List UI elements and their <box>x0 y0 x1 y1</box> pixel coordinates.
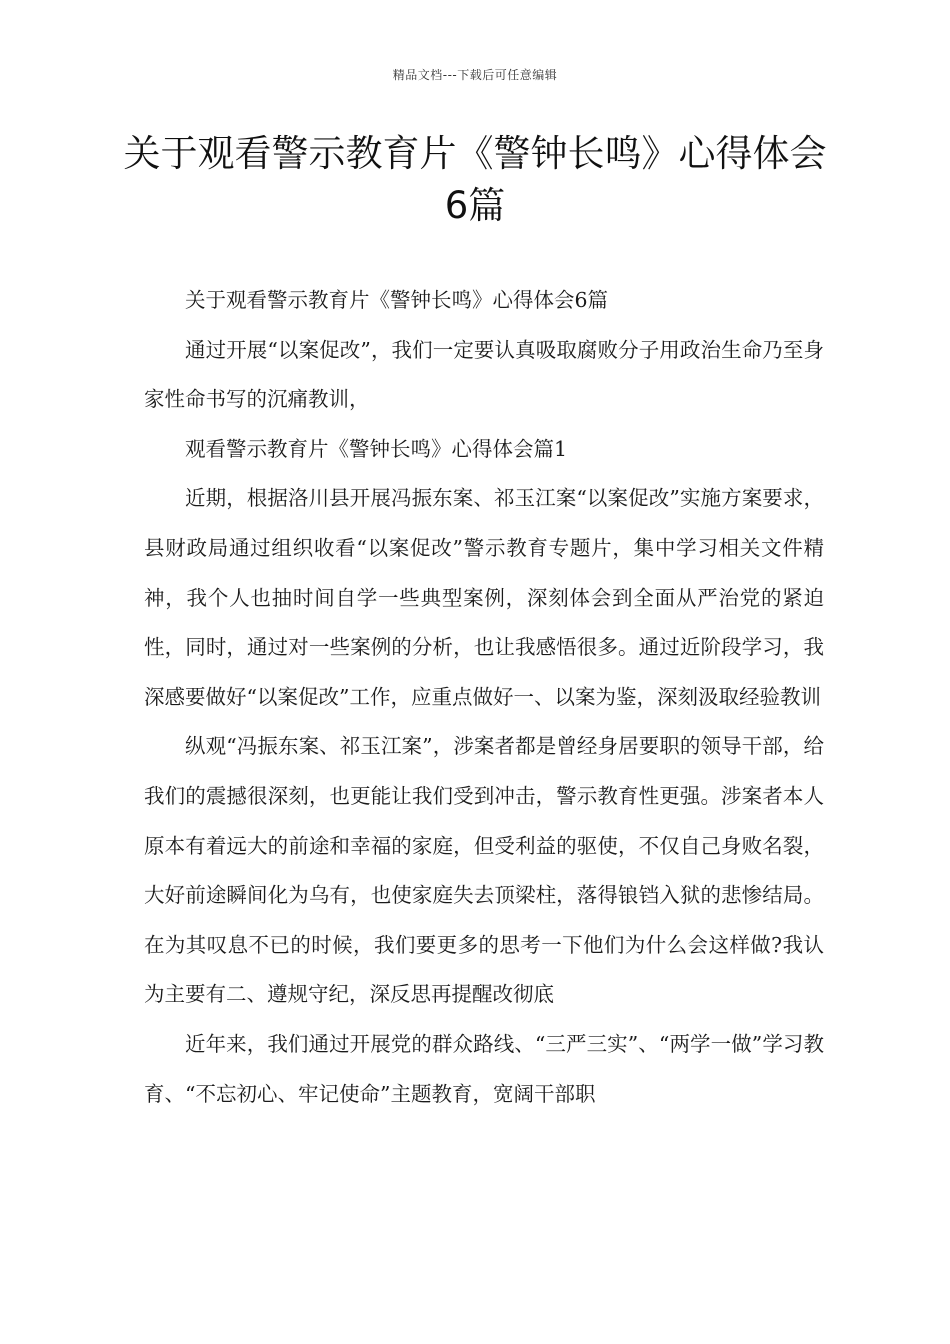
paragraph: 通过开展“以案促改”，我们一定要认真吸取腐败分子用政治生命乃至身家性命书写的沉痛教训， <box>144 337 824 412</box>
paragraph: 纵观“冯振东案、祁玉江案”，涉案者都是曾经身居要职的领导干部，给我们的震撼很深刻，也更能让我们受到冲击，警示教育性更强。涉案者本人原本有着远大的前途和幸福的家庭，但受利益的驱使，不仅自己身败名裂，大好前途瞬间化为乌有，也使家庭失去顶梁柱，落得锒铛入狱的悲惨结局。在为其叹息不已的时候，我们要更多的思考一下他们为什么会这样做?我认为主要有二、遵规守纪，深反思再提醒改彻底 <box>144 734 824 1007</box>
paragraph: 观看警示教育片《警钟长鸣》心得体会篇1 <box>185 436 568 461</box>
paragraph: 关于观看警示教育片《警钟长鸣》心得体会6篇 <box>185 288 609 312</box>
paragraph: 近期，根据洛川县开展冯振东案、祁玉江案“以案促改”实施方案要求，县财政局通过组织收看“以案促改”警示教育专题片，集中学习相关文件精神，我个人也抽时间自学一些典型案例，深刻体会到全面从严治党的紧迫性，同时，通过对一些案例的分析，也让我感悟很多。通过近阶段学习，我深感要做好“以案促改”工作，应重点做好一、以案为鉴，深刻汲取经验教训 <box>144 486 824 709</box>
document-body <box>144 276 824 1119</box>
document-title: 关于观看警示教育片《警钟长鸣》心得体会6篇 <box>123 132 827 227</box>
paragraph: 近年来，我们通过开展党的群众路线、“三严三实”、“两学一做”学习教育、“不忘初心、牢记使命”主题教育，宽阔干部职 <box>144 1031 824 1106</box>
header-note: 精品文档---下载后可任意编辑 <box>392 68 558 82</box>
